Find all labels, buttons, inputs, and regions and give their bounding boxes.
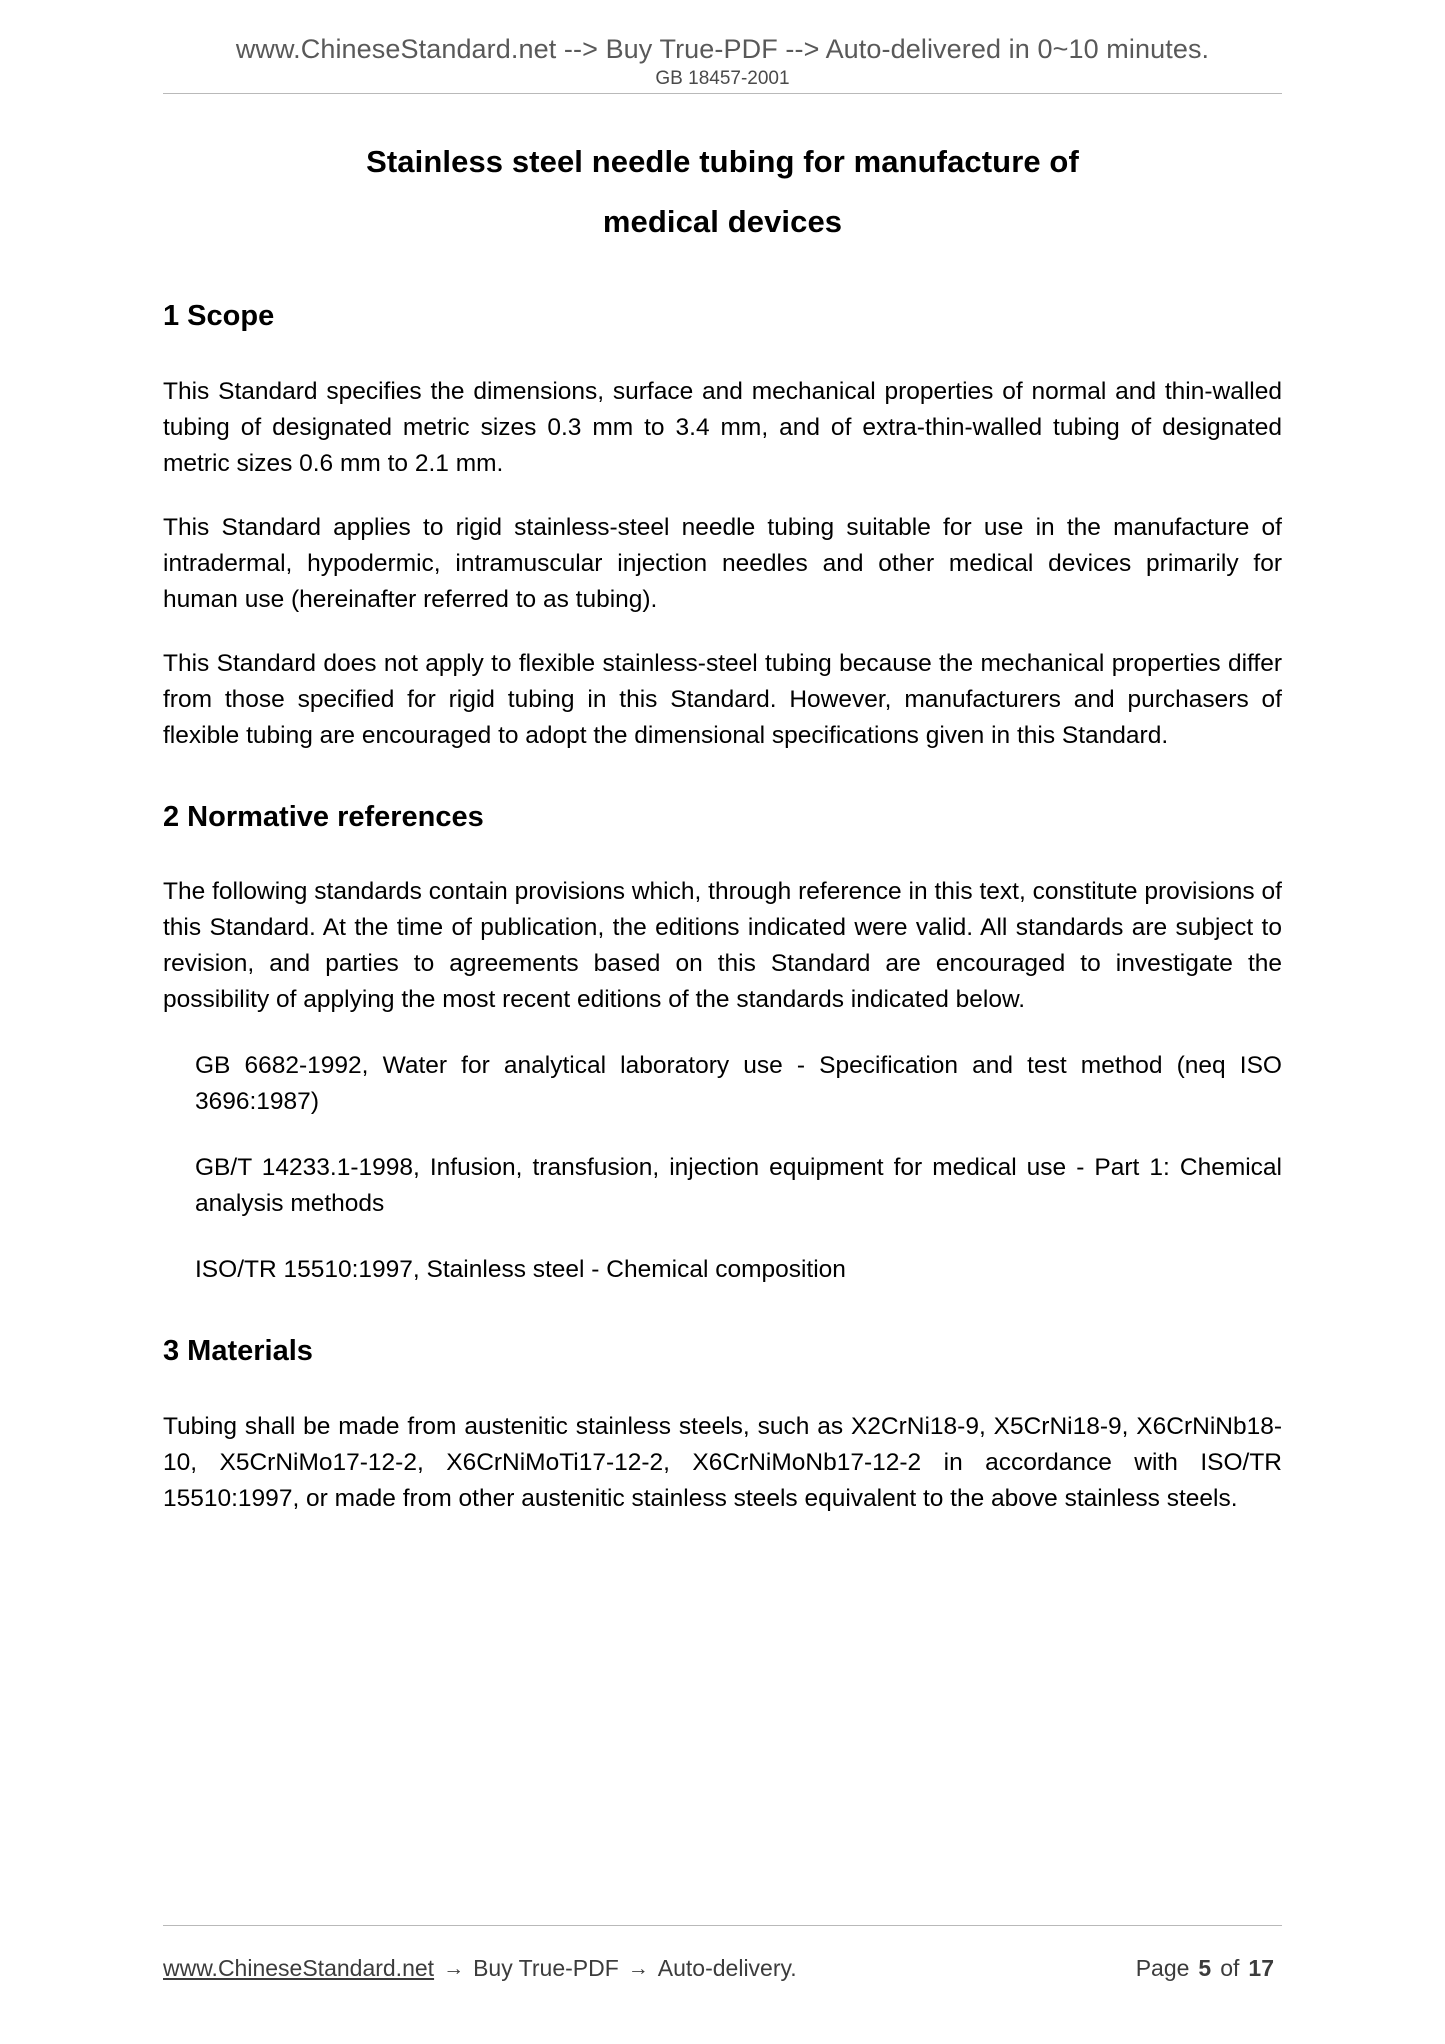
header-divider [163, 93, 1282, 94]
paragraph: The following standards contain provisions which, through reference in this text, constitute provisions of this Standard. At the time of publication, the editions indicated were valid. All standards are subject to revision, and parties to agreements based on this Standard are encouraged to investigate the possibility of applying the most recent editions of the standards indicated below. [163, 878, 1282, 1014]
reference-item: ISO/TR 15510:1997, Stainless steel - Chemical composition [195, 1256, 846, 1284]
promo-watermark: www.ChineseStandard.net --> Buy True-PDF --> Auto-delivered in 0~10 minutes. [235, 34, 1210, 64]
page-footer [163, 1955, 1282, 1982]
footer-delivery-label: Auto-delivery. [657, 1955, 797, 1981]
page-number: 5 [1198, 1955, 1212, 1981]
of-label: of [1220, 1955, 1240, 1981]
reference-item: GB/T 14233.1-1998, Infusion, transfusion, injection equipment for medical use - Part 1: Chemical analysis methods [195, 1154, 1282, 1218]
footer-buy-label: Buy True-PDF [473, 1955, 619, 1981]
paragraph: This Standard does not apply to flexible stainless-steel tubing because the mechanical properties differ from those specified for rigid tubing in this Standard. However, manufacturers and purchasers of flexible tubing are encouraged to adopt the dimensional specifications given in this Standard. [163, 649, 1282, 749]
section-heading-normative-references: 2 Normative references [163, 800, 484, 833]
reference-item: GB 6682-1992, Water for analytical laboratory use - Specification and test method (neq ISO 3696:1987) [195, 1052, 1282, 1116]
page-total: 17 [1248, 1955, 1274, 1981]
footer-site-link[interactable]: www.ChineseStandard.net [163, 1955, 435, 1981]
page-label: Page [1135, 1955, 1190, 1981]
page-title-line-1: Stainless steel needle tubing for manufacture of [366, 144, 1079, 179]
document-body [163, 118, 1282, 1517]
page-title [163, 132, 1282, 253]
page-indicator [1136, 1955, 1282, 1982]
paragraph: Tubing shall be made from austenitic stainless steels, such as X2CrNi18-9, X5CrNi18-9, X6CrNiNb18-10, X5CrNiMo17-12-2, X6CrNiMoTi17-12-2, X6CrNiMoNb17-12-2 in accordance with ISO/TR 15510:1997, or made from other austenitic stainless steels equivalent to the above stainless steels. [163, 1413, 1282, 1513]
arrow-right-icon: → [627, 1956, 649, 1980]
paragraph: This Standard specifies the dimensions, surface and mechanical properties of normal and thin-walled tubing of designated metric sizes 0.3 mm to 3.4 mm, and of extra-thin-walled tubing of designated metric sizes 0.6 mm to 2.1 mm. [163, 377, 1282, 477]
page-title-line-2: medical devices [602, 204, 843, 240]
paragraph: This Standard applies to rigid stainless-steel needle tubing suitable for use in the manufacture of intradermal, hypodermic, intramuscular injection needles and other medical devices primarily for human use (hereinafter referred to as tubing). [163, 513, 1282, 613]
footer-divider [163, 1925, 1282, 1926]
footer-promo [163, 1955, 797, 1982]
arrow-right-icon: → [443, 1956, 465, 1980]
section-heading-materials: 3 Materials [163, 1335, 313, 1368]
standard-code: GB 18457-2001 [655, 68, 790, 89]
section-heading-scope: 1 Scope [163, 299, 275, 332]
